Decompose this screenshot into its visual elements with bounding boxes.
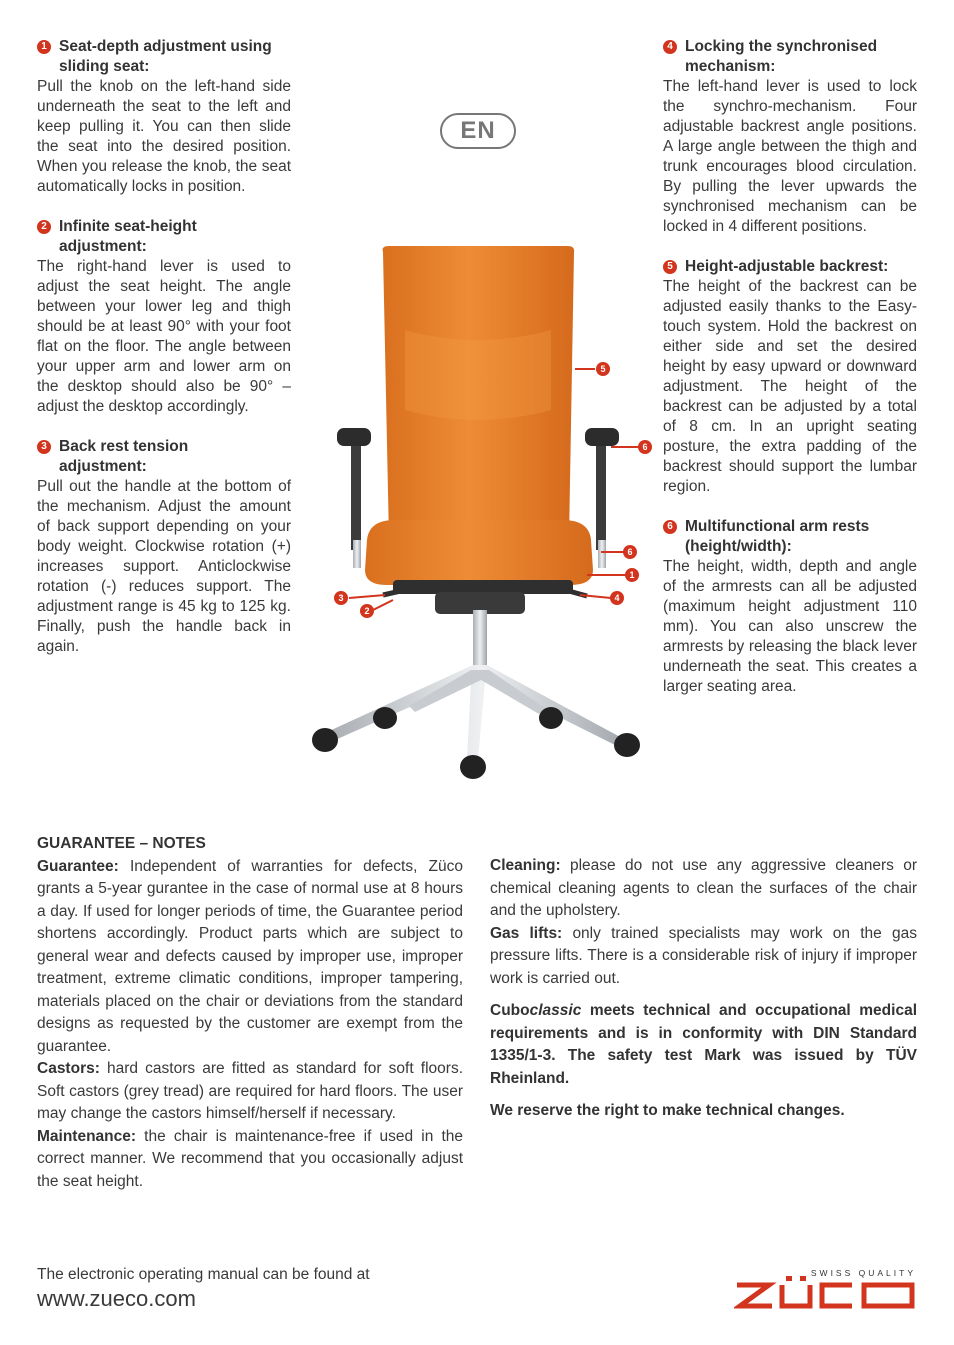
guarantee-heading: GUARANTEE – NOTES [37, 835, 206, 852]
section-title: Height-adjustable backrest: [685, 258, 889, 275]
maintenance-paragraph [37, 1126, 463, 1194]
castors-text: hard castors are fitted as standard for soft floors. Soft castors (grey tread) are required for hard floors. The user may change the castors himself/herself if necessary. [37, 1060, 463, 1122]
right-armrest-post [596, 440, 606, 550]
section-body: Pull the knob on the left-hand side underneath the seat to the left and keep pulling it. You can then slide the seat into the desired position. When you release the knob, the seat automatically locks in position. [37, 78, 291, 195]
footer-note: The electronic operating manual can be found at [37, 1266, 370, 1283]
callout-6-lower-label: 6 [627, 547, 633, 557]
section-title: Locking the synchronised [685, 38, 878, 55]
language-badge: EN [440, 113, 516, 149]
section-title: Seat-depth adjustment using [59, 38, 272, 55]
conformity-statement [490, 1000, 917, 1090]
section-title-cont: adjustment: [59, 458, 147, 475]
castor [312, 728, 338, 752]
brand-name-italic: classic [529, 1002, 582, 1019]
castor [614, 733, 640, 757]
section-backrest-height [663, 257, 917, 497]
right-armrest-pad [585, 428, 619, 446]
section-arm-rests [663, 517, 917, 697]
left-armrest-post [351, 440, 361, 550]
section-body: The height of the backrest can be adjusted easily thanks to the Easy-touch system. Hold the backrest on either side and set the desired height by easy upward or downward adjustment. The height of the backrest can be adjusted by a total of 8 cm. In an upright seating posture, the extra padding of the backrest should support the lumbar region. [663, 278, 917, 495]
section-body: The right-hand lever is used to adjust the seat height. The angle between your lower leg and thigh should be at least 90° with your foot flat on the floor. The angle between your upper arm and lower arm on the desktop should also be 90° – adjust the desktop accordingly. [37, 258, 291, 415]
right-instructions-column [663, 37, 917, 717]
section-title-cont: (height/width): [685, 538, 792, 555]
section-body: The left-hand lever is used to lock the synchro-mechanism. Four adjustable backrest angle positions. A large angle between the thigh and trunk encourages blood circulation. By pulling the lever upwards the synchronised mechanism can be locked in 4 different positions. [663, 78, 917, 235]
guarantee-label: Guarantee: [37, 857, 119, 875]
gas-lift [473, 610, 487, 672]
section-back-rest-tension [37, 437, 291, 657]
castors-label: Castors: [37, 1060, 100, 1077]
section-sync-lock [663, 37, 917, 237]
number-badge-6: 6 [663, 520, 677, 534]
cleaning-label: Cleaning: [490, 857, 561, 874]
brand-name: Cubo [490, 1002, 530, 1019]
number-badge-5: 5 [663, 260, 677, 274]
castor [460, 755, 486, 779]
logo-wordmark [737, 1276, 912, 1306]
castor [539, 707, 563, 729]
maintenance-label: Maintenance: [37, 1127, 137, 1145]
section-title: Back rest tension [59, 438, 189, 455]
section-title-cont: mechanism: [685, 58, 776, 75]
callout-1-label: 1 [629, 570, 635, 580]
conformity-text: meets technical and occupational medical requirements and is in conformity with DIN Standard 1335/1-3. The safety test Mark was issued by TÜV Rheinland. [490, 1002, 917, 1087]
reserve-rights-note: We reserve the right to make technical changes. [490, 1102, 845, 1119]
section-title: Infinite seat-height [59, 218, 197, 235]
website-link[interactable]: www.zueco.com [37, 1286, 196, 1311]
gas-lifts-label: Gas lifts: [490, 924, 563, 942]
left-armrest-pad [337, 428, 371, 446]
number-badge-1: 1 [37, 40, 51, 54]
section-seat-depth [37, 37, 291, 197]
cleaning-text: please do not use any aggressive cleaners or chemical cleaning agents to clean the surfaces of the chair and the upholstery. [490, 857, 917, 919]
number-badge-2: 2 [37, 220, 51, 234]
seat-mechanism [393, 580, 573, 594]
cleaning-paragraph [490, 855, 917, 923]
callout-6-upper-label: 6 [642, 442, 648, 452]
guarantee-text: Independent of warranties for defects, Züco grants a 5-year gurantee in the case of normal use at 8 hours a day. If used for longer periods of time, the Guarantee period shortens accordingly. Product parts which are subject to general wear and defects caused by improper use, improper treatment, extreme climatic conditions, improper tampering, materials placed on the chair or deviations from the standard designs as requested by the customer are exempt from the guarantee. [37, 857, 463, 1055]
maintenance-text: the chair is maintenance-free if used in the correct manner. We recommend that you occasionally adjust the seat height. [37, 1127, 463, 1190]
castor [373, 707, 397, 729]
section-body: The height, width, depth and angle of the armrests can all be adjusted (maximum height adjustment 110 mm). You can also unscrew the armrests by releasing the black lever underneath the seat. This creates a larger seating area. [663, 558, 917, 695]
callout-2-label: 2 [364, 606, 370, 616]
number-badge-3: 3 [37, 440, 51, 454]
guarantee-paragraph [37, 856, 463, 1059]
zueco-logo [734, 1268, 918, 1312]
office-chair-illustration [295, 240, 655, 785]
number-badge-4: 4 [663, 40, 677, 54]
logo-tagline: SWISS QUALITY [810, 1268, 916, 1278]
section-seat-height [37, 217, 291, 417]
section-title-cont: sliding seat: [59, 58, 150, 75]
gas-lifts-text: only trained specialists may work on the gas pressure lifts. There is a considerable risk of injury if improper work is carried out. [490, 924, 917, 987]
callout-4-label: 4 [614, 593, 620, 603]
left-instructions-column [37, 37, 291, 677]
callout-3-label: 3 [338, 593, 344, 603]
section-title-cont: adjustment: [59, 238, 147, 255]
callout-5-label: 5 [600, 364, 606, 374]
section-title: Multifunctional arm rests [685, 518, 870, 535]
gas-lifts-paragraph [490, 923, 917, 991]
section-body: Pull out the handle at the bottom of the mechanism. Adjust the amount of back support depending on your body weight. Clockwise rotation (+) increases support. Anticlockwise rotation (-) reduces support. The adjustment range is 45 kg to 125 kg. Finally, push the handle back in again. [37, 478, 291, 655]
care-notes [490, 855, 917, 1123]
castors-paragraph [37, 1058, 463, 1126]
seat [365, 520, 593, 585]
guarantee-notes [37, 833, 463, 1193]
